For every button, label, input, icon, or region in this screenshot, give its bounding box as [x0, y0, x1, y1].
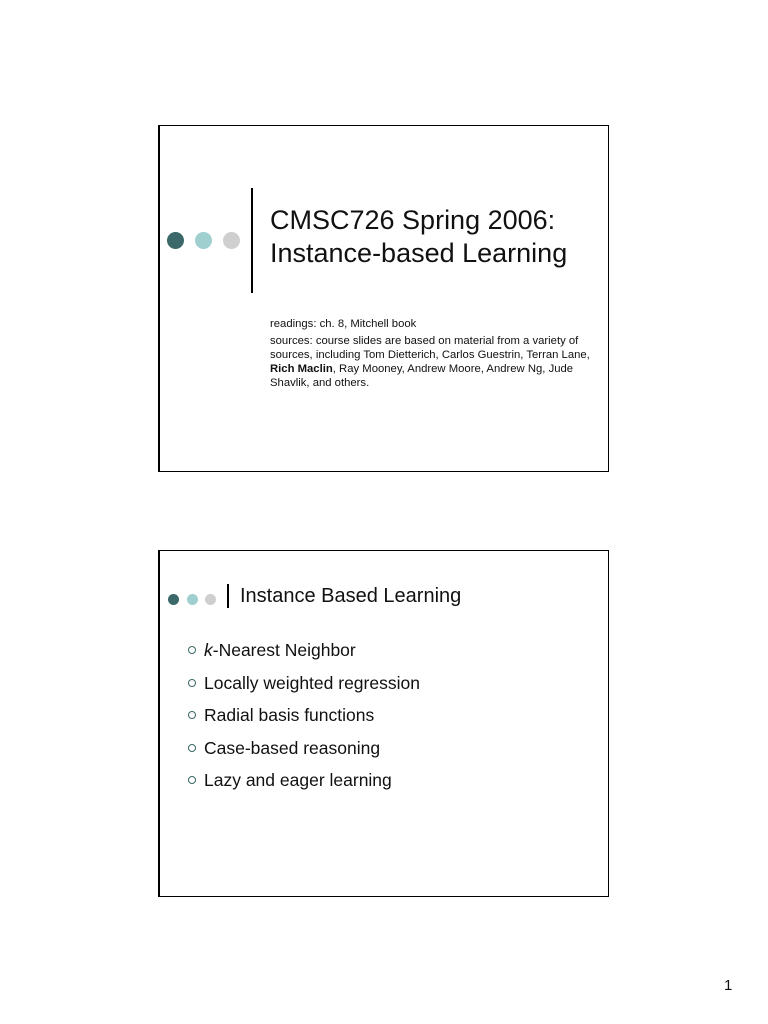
list-item-text: -Nearest Neighbor — [212, 640, 356, 660]
circle-bullet-icon — [188, 744, 196, 752]
slide-2 — [158, 550, 609, 897]
list-item-text: Locally weighted regression — [204, 672, 420, 693]
slide-1-title — [270, 204, 600, 270]
gray-dot-icon — [205, 594, 216, 605]
dark-dot-icon — [168, 594, 179, 605]
list-item — [188, 736, 420, 769]
light-dot-icon — [195, 232, 212, 249]
list-item — [188, 638, 420, 671]
slide-1 — [158, 125, 609, 472]
slide-1-title-line-2: Instance-based Learning — [270, 238, 568, 268]
readings-text: readings: ch. 8, Mitchell book — [270, 318, 417, 330]
gray-dot-icon — [223, 232, 240, 249]
dark-dot-icon — [167, 232, 184, 249]
bullet-list — [188, 638, 420, 801]
circle-bullet-icon — [188, 646, 196, 654]
list-item-text: Case-based reasoning — [204, 737, 381, 758]
list-item-text: Lazy and eager learning — [204, 770, 392, 791]
sources-bold-name: Rich Maclin — [270, 363, 333, 375]
sources-suffix: , Ray Mooney, Andrew Moore, Andrew Ng, Jude Shavlik, and others. — [270, 363, 574, 389]
list-item — [188, 768, 420, 801]
circle-bullet-icon — [188, 776, 196, 784]
slide-2-title: Instance Based Learning — [240, 585, 462, 607]
sources-text — [270, 334, 600, 390]
list-item — [188, 703, 420, 736]
circle-bullet-icon — [188, 711, 196, 719]
light-dot-icon — [187, 594, 198, 605]
title-divider — [251, 188, 253, 293]
page-number: 1 — [724, 977, 733, 994]
slide-1-title-line-1: CMSC726 Spring 2006: — [270, 205, 556, 235]
circle-bullet-icon — [188, 679, 196, 687]
list-item-text: Radial basis functions — [204, 705, 375, 726]
title-divider — [227, 584, 229, 608]
sources-prefix: sources: course slides are based on material from a variety of sources, including Tom Dietterich, Carlos Guestrin, Terran Lane, — [270, 335, 590, 361]
list-item — [188, 671, 420, 704]
list-item-italic: k — [204, 640, 213, 660]
